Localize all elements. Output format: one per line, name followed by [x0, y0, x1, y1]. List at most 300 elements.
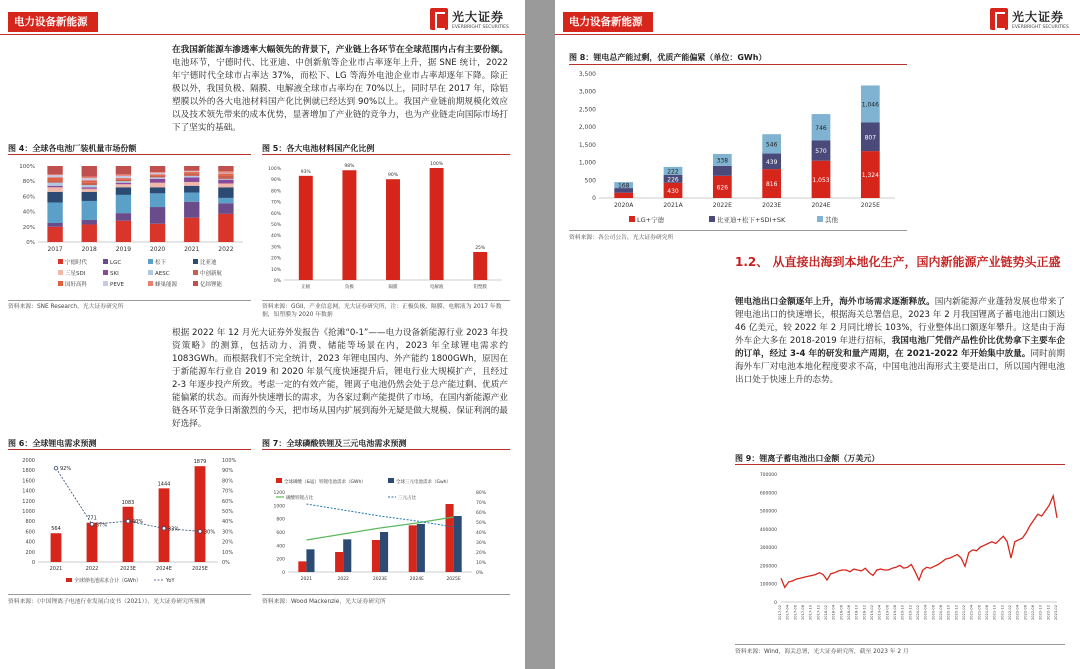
- fig9-ytick: 600000: [759, 491, 777, 497]
- fig8-xtick: 2022E: [712, 202, 732, 209]
- fig9-xtick: 2018-02: [824, 605, 828, 621]
- fig6-ytick: 2000: [22, 458, 35, 464]
- fig7-xtick: 2025E: [446, 577, 461, 582]
- fig5-chart: [262, 158, 510, 298]
- fig7-chart: [262, 452, 510, 592]
- fig4-bar-segment: [116, 180, 131, 182]
- section-title: 从直接出海到本地化生产，国内新能源产业链势头正盛: [772, 255, 1061, 269]
- right-page: [555, 0, 1080, 669]
- watermark: [10, 636, 144, 669]
- fig9-xtick: 2017-06: [793, 605, 798, 621]
- fig8-source: 资料来源：各公司公告，光大证券研究所: [569, 235, 674, 241]
- fig4-bar-segment: [82, 177, 97, 179]
- fig5-xtick: 正极: [301, 285, 311, 290]
- fig5-ytick: 40%: [270, 234, 281, 240]
- category-tag-right: 电力设备新能源: [563, 12, 653, 32]
- fig8-segment-label: 807: [864, 134, 877, 142]
- fig9-xtick: 2021-06: [977, 605, 982, 621]
- fig9-xtick: 2023-02: [1054, 605, 1058, 621]
- fig4-bar-segment: [82, 166, 97, 177]
- fig7-bar-lfp: [446, 504, 454, 572]
- intro-segment: 在我国新能源车渗透率大幅领先的背景下，产业链上各环节在全球范围内占有主要份额。: [172, 45, 508, 55]
- fig9-xtick: 2019-06: [885, 605, 890, 621]
- fig4-legend-swatch: [103, 270, 108, 275]
- logo-icon-right: [990, 8, 1008, 30]
- fig4-bar-segment: [218, 179, 233, 180]
- fig4-legend-swatch: [193, 270, 198, 275]
- fig8-segment-label: 546: [765, 141, 778, 149]
- fig9-chart: [735, 466, 1065, 642]
- fig9-xtick: 2019-12: [908, 605, 913, 621]
- fig4-bar-segment: [184, 171, 199, 172]
- fig9-xtick: 2017-12: [816, 605, 821, 621]
- fig4-title: 图 4：全球各电池厂装机量市场份额: [8, 144, 137, 153]
- fig4-bar-segment: [218, 183, 233, 187]
- fig4-ytick: 60%: [22, 194, 35, 201]
- fig4-xtick: 2021: [184, 246, 200, 253]
- fig4-bar-segment: [150, 173, 165, 175]
- fig7-title: 图 7：全球磷酸铁锂及三元电池需求预测: [262, 439, 407, 448]
- fig7-y2tick: 10%: [476, 561, 487, 566]
- fig6-y2tick: 90%: [222, 468, 234, 475]
- fig6-y2tick: 40%: [222, 519, 234, 526]
- fig9-source: 资料来源：Wind，海关总署，光大证券研究所，截至 2023 年 2 月: [735, 649, 909, 655]
- fig8-segment-label: 1,053: [812, 176, 830, 184]
- fig6-title: 图 6：全球锂电需求预测: [8, 439, 97, 448]
- fig7-ytick: 1000: [273, 504, 285, 510]
- fig9-xtick: 2018-08: [847, 605, 851, 621]
- fig9-xtick: 2019-10: [900, 605, 905, 621]
- fig4-bar-segment: [47, 180, 62, 182]
- fig9-xtick: 2018-06: [839, 605, 844, 621]
- fig9-xtick: 2017-02: [778, 605, 782, 621]
- fig4-bar-segment: [116, 183, 131, 185]
- fig8-segment-label: 439: [765, 158, 778, 166]
- fig4-bar-segment: [47, 202, 62, 223]
- fig9-xtick: 2020-04: [923, 605, 928, 621]
- fig6-y2tick: 60%: [222, 498, 234, 505]
- fig6-y2tick: 80%: [222, 478, 234, 485]
- fig4-legend-swatch: [193, 281, 198, 286]
- logo-icon: [430, 8, 448, 30]
- fig7-xtick: 2021: [300, 577, 313, 582]
- fig4-legend-swatch: [148, 259, 153, 264]
- fig7-bar-ncm: [343, 539, 351, 572]
- fig6-bottom-rule: [8, 594, 251, 595]
- fig4-bar-segment: [218, 187, 233, 198]
- fig4-bar-segment: [150, 174, 165, 176]
- fig4-bar-segment: [150, 179, 165, 183]
- fig4-bar-segment: [218, 180, 233, 184]
- fig8-legend-label: LG+宁德: [637, 216, 665, 224]
- fig8-ytick: 0: [592, 195, 596, 202]
- fig4-legend-label: 国轩高科: [65, 282, 88, 288]
- fig6-y2tick: 0%: [222, 560, 230, 566]
- fig4-legend-label: 松下: [155, 260, 167, 266]
- fig5-ytick: 90%: [270, 178, 281, 184]
- fig4-legend-label: AESC: [155, 271, 170, 277]
- category-tag: 电力设备新能源: [8, 12, 98, 32]
- fig4-xtick: 2020: [149, 246, 166, 253]
- fig8-segment-label: 816: [765, 181, 778, 189]
- fig4-legend-swatch: [58, 259, 63, 264]
- fig4-legend-swatch: [193, 259, 198, 264]
- fig9-xtick: 2021-02: [962, 605, 966, 621]
- fig4-bar-segment: [82, 185, 97, 187]
- fig9-ytick: 500000: [759, 509, 777, 515]
- fig4-legend-label: 宁德时代: [65, 260, 88, 266]
- fig4-bar-segment: [150, 176, 165, 178]
- fig4-bar-segment: [150, 177, 165, 179]
- fig4-bar-segment: [218, 171, 233, 173]
- fig6-rule: [8, 449, 251, 450]
- fig9-ytick: 0: [774, 601, 777, 606]
- fig4-bar-segment: [116, 187, 131, 195]
- fig6-yoy-point: [90, 522, 94, 526]
- fig7-xtick: 2024E: [409, 577, 424, 582]
- fig6-ytick: 1800: [22, 468, 35, 475]
- fig5-ytick: 80%: [270, 189, 281, 195]
- fig5-ytick: 70%: [270, 200, 281, 206]
- fig8-ytick: 1,000: [578, 159, 596, 167]
- intro-paragraph: [172, 44, 508, 135]
- export-segment: 同时前期海外车厂对电池本地化程度要求不高，中国电池出海形式主要是出口，所以国内锂电池出口处于快速上升的态势。: [735, 349, 1065, 385]
- fig4-xtick: 2019: [115, 246, 132, 253]
- fig5-bar: [299, 176, 313, 280]
- fig4-bar-segment: [218, 173, 233, 174]
- fig9-xtick: 2021-04: [969, 605, 974, 621]
- watermark-icon: [10, 640, 42, 668]
- fig8-xtick: 2025E: [860, 202, 880, 209]
- fig6-ytick: 200: [25, 549, 35, 556]
- fig5-ytick: 0%: [273, 279, 281, 284]
- fig7-legend-label: 磷酸铁锂占比: [286, 496, 313, 501]
- fig5-data-label: 90%: [387, 173, 399, 179]
- fig4-bar-segment: [47, 227, 62, 242]
- fig7-y2tick: 60%: [476, 511, 487, 516]
- fig5-ytick: 20%: [270, 256, 281, 262]
- fig9-ytick: 400000: [759, 527, 777, 533]
- fig8-segment-label: 570: [815, 148, 827, 156]
- fig4-bar-segment: [150, 187, 165, 193]
- fig7-bar-lfp: [372, 540, 380, 572]
- fig9-xtick: 2020-06: [931, 605, 936, 621]
- fig4-legend-swatch: [103, 259, 108, 264]
- fig4-bar-segment: [184, 177, 199, 182]
- fig8-xtick: 2021A: [663, 202, 683, 209]
- fig6-ytick: 400: [25, 539, 35, 546]
- fig4-legend-label: 中创新航: [200, 271, 223, 277]
- fig4-bar-segment: [82, 183, 97, 185]
- fig4-xtick: 2022: [218, 246, 234, 253]
- fig4-bar-segment: [184, 193, 199, 202]
- fig6-chart: [8, 452, 253, 592]
- fig8-ytick: 1,500: [578, 141, 596, 149]
- export-segment: 我国电池厂凭借产品性价比优势拿下主要车企的订单，经过 3-4 年的研发和量产周期，在 2021-2022 年开始集中放量。: [735, 336, 1065, 359]
- fig9-xtick: 2022-04: [1015, 605, 1020, 621]
- fig4-bar-segment: [116, 176, 131, 178]
- fig4-bar-segment: [47, 192, 62, 203]
- logo-cn-right: 光大证券: [1012, 10, 1065, 24]
- fig7-legend-label: 全球三元电池需求（Gwh）: [396, 480, 452, 485]
- fig4-legend-swatch: [148, 270, 153, 275]
- fig9-xtick: 2018-04: [831, 605, 836, 621]
- fig8-xtick: 2023E: [762, 202, 782, 209]
- fig7-y2tick: 80%: [476, 491, 487, 496]
- broker-logo-right: [990, 8, 1069, 30]
- fig4-bar-segment: [116, 178, 131, 180]
- fig4-rule: [8, 154, 251, 155]
- fig7-legend-swatch: [276, 478, 282, 483]
- export-segment: 国内新能源产业蓬勃发展也带来了锂电池出口的快速增长，根据海关总署信息，2023 年 2 月我国锂离子蓄电池出口额达 46 亿美元，较 2022 年 2 月同比增长 103%，行业整体出口额逐年攀升。这是由于海外车企大多在 2018-2019 年进行招标，: [735, 297, 1065, 346]
- fig6-legend-swatch: [66, 578, 72, 582]
- fig6-yoy-point: [54, 466, 58, 470]
- fig4-legend-label: PEVE: [110, 282, 125, 288]
- fig4-bar-segment: [47, 223, 62, 227]
- fig4-source: 资料来源：SNE Research，光大证券研究所: [8, 304, 124, 310]
- broker-logo: [430, 8, 509, 30]
- fig4-bar-segment: [116, 184, 131, 187]
- fig8-bar-segment: [614, 193, 633, 198]
- fig4-legend-label: 亿纬锂能: [200, 282, 223, 288]
- fig6-y2tick: 70%: [222, 488, 234, 495]
- fig5-data-label: 100%: [430, 162, 444, 167]
- fig5-data-label: 25%: [475, 246, 486, 251]
- fig9-xtick: 2020-12: [954, 605, 959, 621]
- fig4-bar-segment: [184, 176, 199, 178]
- fig6-bar-label: 771: [87, 515, 97, 522]
- section-heading: [735, 254, 1065, 270]
- fig4-bar-segment: [150, 193, 165, 207]
- fig9-xtick: 2022-08: [1031, 605, 1035, 621]
- fig9-xtick: 2017-10: [808, 605, 813, 621]
- fig6-y2tick: 100%: [222, 458, 237, 464]
- fig8-legend-swatch: [629, 216, 635, 222]
- fig8-segment-label: 168: [617, 182, 630, 190]
- fig4-bar-segment: [218, 166, 233, 171]
- fig8-ytick: 3,000: [578, 88, 596, 96]
- fig6-ytick: 1000: [22, 509, 35, 515]
- fig4-legend-swatch: [58, 281, 63, 286]
- fig4-bar-segment: [184, 172, 199, 174]
- fig7-legend-swatch: [388, 478, 394, 483]
- fig9-xtick: 2018-12: [862, 605, 867, 621]
- fig6-ytick: 600: [25, 529, 35, 536]
- header-rule-right: [555, 34, 1080, 35]
- fig4-bar-segment: [184, 186, 199, 193]
- fig4-bar-segment: [116, 174, 131, 176]
- watermark-text: 大数跨境: [48, 642, 144, 669]
- fig9-xtick: 2022-10: [1038, 605, 1043, 621]
- fig8-segment-label: 338: [716, 157, 729, 165]
- fig6-xtick: 2025E: [192, 566, 208, 572]
- fig7-ncm-share-line: [306, 504, 453, 527]
- fig6-source: 资料来源：《中国锂离子电池行业发展白皮书（2021）》，光大证券研究所预测: [8, 599, 206, 605]
- capacity-paragraph: 根据 2022 年 12 月光大证券外发报告《抢滩“0-1”——电力设备新能源行业 2023 年投资策略》的测算，包括动力、消费、储能等场景在内，2023 年全球锂电需求约 1083GWh。而根据我们不完全统计，2023 年锂电国内、外产能约 1800GWh，原因在于新能源车行业自 2019 和 2020 年景气度快速提升后，锂电行业大规模扩产，且经过 2-3 年逐步投产所致。考虑一定的有效产能，锂离子电池仍然会处于总产能过剩、优质产能偏紧的状态。而海外快速增长的需求，为各家过剩产能提供了市场，在国内新能源产业链各环节竞争日渐激烈的今天，把市场从国内扩展到海外无疑是做大规模、保证利润的最好选择。: [172, 328, 508, 429]
- fig8-ytick: 500: [584, 177, 596, 185]
- fig9-xtick: 2018-10: [854, 605, 859, 621]
- fig8-xtick: 2024E: [811, 202, 831, 209]
- fig5-ytick: 60%: [270, 211, 281, 217]
- fig6-xtick: 2021: [49, 566, 63, 572]
- fig4-legend-swatch: [103, 281, 108, 286]
- fig9-xtick: 2022-02: [1008, 605, 1012, 621]
- fig5-ytick: 10%: [270, 267, 281, 273]
- fig4-bar-segment: [150, 183, 165, 188]
- fig4-bar-segment: [82, 201, 97, 220]
- fig5-ytick: 30%: [270, 245, 281, 251]
- fig7-ytick: 200: [276, 557, 285, 563]
- fig6-bar: [159, 488, 170, 562]
- fig7-ytick: 800: [276, 517, 285, 523]
- fig8-title: 图 8：锂电总产能过剩，优质产能偏紧（单位：GWh）: [569, 53, 767, 62]
- fig7-bar-lfp: [409, 525, 417, 572]
- fig7-source: 资料来源：Wood Mackenzie，光大证券研究所: [262, 599, 386, 605]
- fig4-bar-segment: [150, 224, 165, 242]
- fig9-ytick: 700000: [759, 473, 777, 478]
- fig9-ytick: 200000: [759, 564, 777, 570]
- fig7-bar-ncm: [306, 549, 314, 572]
- fig9-xtick: 2021-10: [992, 605, 997, 621]
- fig4-bar-segment: [116, 213, 131, 221]
- export-segment: 锂电池出口金额逐年上升，海外市场需求逐渐释放。: [735, 297, 935, 307]
- fig4-bar-segment: [150, 166, 165, 172]
- logo-en: EVERBRIGHT SECURITIES: [452, 25, 509, 30]
- fig8-rule: [569, 64, 907, 65]
- fig4-bottom-rule: [8, 300, 251, 301]
- fig6-ytick: 1200: [22, 498, 35, 505]
- fig6-yoy-label: 37%: [96, 522, 108, 529]
- fig5-xtick: 隔膜: [388, 285, 398, 290]
- fig4-bar-segment: [184, 182, 199, 186]
- fig4-bar-segment: [184, 218, 199, 242]
- fig4-bar-segment: [82, 220, 97, 225]
- fig4-bar-segment: [47, 177, 62, 180]
- export-paragraph: [735, 296, 1065, 387]
- fig6-ytick: 800: [25, 519, 35, 526]
- fig9-xtick: 2019-04: [877, 605, 882, 621]
- fig7-y2tick: 20%: [476, 551, 487, 556]
- fig5-source: 资料来源：GGII，产业信息网，光大证券研究所，注：正极负极、隔膜、电解液为 2017 年数据，铝塑膜为 2020 年数据: [262, 304, 502, 318]
- left-page: [0, 0, 525, 669]
- fig8-xtick: 2020A: [613, 202, 634, 209]
- fig4-bar-segment: [184, 174, 199, 176]
- fig4-legend-label: 蜂巢能源: [155, 282, 178, 288]
- fig4-legend-swatch: [58, 270, 63, 275]
- fig6-ytick: 1600: [22, 478, 35, 485]
- fig8-ytick: 3,500: [578, 71, 596, 78]
- fig4-bar-segment: [116, 221, 131, 242]
- fig4-bar-segment: [184, 171, 199, 172]
- fig4-bar-segment: [184, 166, 199, 171]
- fig6-xtick: 2023E: [120, 566, 136, 572]
- fig4-ytick: 20%: [22, 224, 35, 231]
- fig4-chart: [8, 158, 253, 298]
- fig5-xtick: 负极: [344, 285, 354, 290]
- fig8-legend-label: 比亚迪+松下+SDI+SK: [717, 216, 786, 224]
- fig7-ytick: 400: [276, 544, 285, 550]
- header-rule: [0, 34, 525, 35]
- fig6-yoy-label: 92%: [60, 466, 72, 473]
- fig8-ytick: 2,500: [578, 106, 596, 114]
- fig8-segment-label: 626: [716, 184, 729, 192]
- fig6-yoy-point: [198, 530, 202, 534]
- fig4-bar-segment: [218, 214, 233, 242]
- fig8-segment-label: 1,324: [861, 172, 879, 180]
- fig9-xtick: 2019-02: [870, 605, 874, 621]
- fig5-title: 图 5：各大电池材料国产化比例: [262, 144, 375, 153]
- fig4-bar-segment: [82, 178, 97, 180]
- fig6-bar-label: 1879: [193, 459, 207, 466]
- fig4-bar-segment: [184, 202, 199, 218]
- fig7-rule: [262, 449, 510, 450]
- fig4-xtick: 2017: [47, 246, 63, 253]
- fig7-ytick: 600: [276, 531, 285, 536]
- fig4-bar-segment: [116, 166, 131, 174]
- fig5-data-label: 93%: [300, 169, 311, 175]
- fig5-xtick: 铝塑膜: [473, 285, 487, 290]
- fig4-bar-segment: [82, 192, 97, 201]
- fig9-ytick: 300000: [759, 546, 777, 552]
- intro-segment: 电池环节，宁德时代、比亚迪、中创新航等企业市占率逐年上升，据 SNE 统计，2022 年宁德时代全球市占率达 37%，而松下、LG 等海外电池企业市占率却逐年下降。除正极以外，我国负极、隔膜、电解液全球市占率均在 70%以上，同时早在 2017 年，除铝塑膜以外的各大电池材料国产化比例就已经达到 90%以上。我国产业链前期规模化效应以及技术领先带来的成本优势，显著增加了产业链的竞争力，也为产业链走向国际市场打下了坚实的基础。: [172, 58, 508, 133]
- fig8-segment-label: 1,046: [861, 101, 879, 109]
- fig6-yoy-label: 30%: [204, 529, 216, 536]
- fig4-bar-segment: [82, 180, 97, 182]
- fig7-bar-lfp: [298, 561, 306, 572]
- fig5-bar: [430, 168, 444, 280]
- fig6-y2tick: 30%: [222, 529, 234, 536]
- fig4-bar-segment: [47, 186, 62, 188]
- fig4-bar-segment: [218, 176, 233, 179]
- fig9-xtick: 2019-08: [893, 605, 897, 621]
- fig4-legend-label: 比亚迪: [200, 260, 217, 266]
- fig5-bottom-rule: [262, 300, 510, 301]
- fig6-yoy-point: [162, 527, 166, 531]
- fig8-segment-label: 746: [815, 124, 827, 132]
- fig6-bar: [87, 523, 98, 562]
- fig5-ytick: 50%: [270, 223, 281, 228]
- fig4-legend-swatch: [148, 281, 153, 286]
- fig4-ytick: 80%: [22, 179, 35, 186]
- fig7-xtick: 2023E: [372, 577, 388, 582]
- fig6-yoy-point: [126, 519, 130, 523]
- fig7-y2tick: 0%: [476, 571, 484, 576]
- fig6-bar: [123, 507, 134, 562]
- fig6-bar-label: 564: [51, 526, 61, 533]
- fig6-bar-label: 1444: [157, 481, 171, 488]
- fig8-legend-label: 其他: [825, 216, 838, 224]
- fig9-xtick: 2017-04: [785, 605, 790, 621]
- section-number: 1.2、: [735, 255, 769, 269]
- fig7-xtick: 2022: [337, 577, 349, 582]
- fig4-bar-segment: [47, 175, 62, 177]
- fig8-legend-swatch: [709, 216, 715, 222]
- fig6-y2tick: 50%: [222, 509, 234, 515]
- fig9-xtick: 2020-10: [946, 605, 951, 621]
- fig4-bar-segment: [116, 195, 131, 213]
- fig7-ytick: 1200: [273, 491, 285, 496]
- fig7-bar-ncm: [454, 516, 462, 572]
- fig7-bar-lfp: [335, 552, 343, 572]
- fig4-bar-segment: [218, 174, 233, 176]
- fig6-y2tick: 10%: [222, 549, 234, 556]
- fig8-segment-label: 222: [667, 168, 679, 176]
- fig8-ytick: 2,000: [578, 124, 596, 132]
- fig6-legend-bar: 全球锂电池需求合计（GWh）: [74, 578, 141, 584]
- fig7-bar-ncm: [380, 532, 388, 572]
- fig8-legend-swatch: [817, 216, 823, 222]
- fig4-bar-segment: [150, 207, 165, 224]
